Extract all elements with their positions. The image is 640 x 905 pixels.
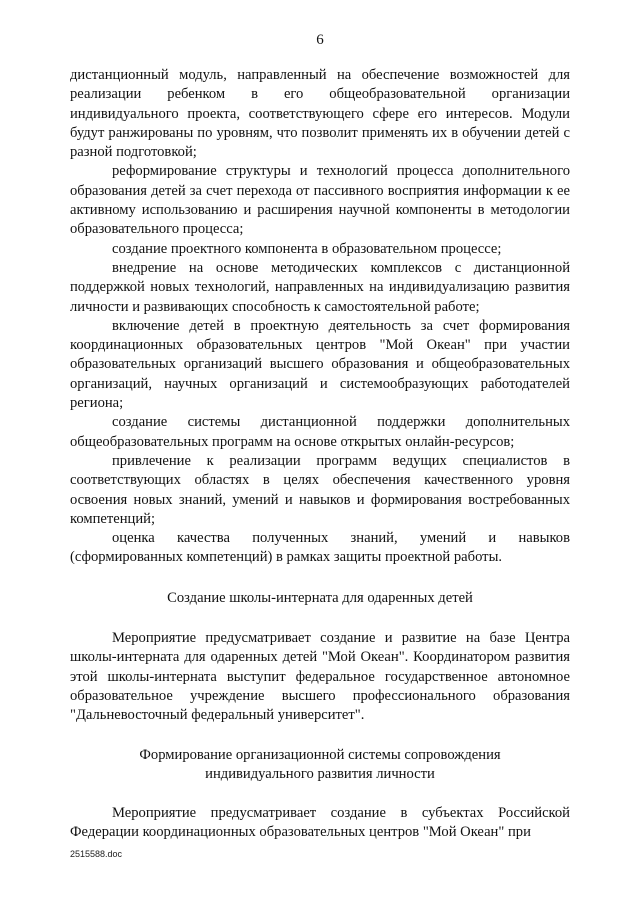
file-name-footer: 2515588.doc — [70, 849, 123, 859]
document-body — [70, 66, 570, 843]
page-number: 6 — [316, 32, 324, 48]
paragraph: Мероприятие предусматривает создание в субъектах Российской Федерации координационных образовательных центров "Мой Океан" при — [70, 805, 570, 841]
paragraph: включение детей в проектную деятельность за счет формирования координационных образовательных центров "Мой Океан" при участии образовательных организаций высшего образования и общеобразовательных организаций, научных организаций и системообразующих работодателей региона; — [70, 317, 570, 412]
section-heading: Создание школы-интерната для одаренных детей — [167, 589, 473, 606]
paragraph: дистанционный модуль, направленный на обеспечение возможностей для реализации ребенком в его общеобразовательной организации индивидуального проекта, соответствующего сфере его интересов. Модули будут ранжированы по уровням, что позволит применять их в обучении детей с разной подготовкой; — [70, 67, 570, 161]
paragraph: оценка качества полученных знаний, умений и навыков (сформированных компетенций) в рамках защиты проектной работы. — [70, 530, 570, 566]
paragraph: создание проектного компонента в образовательном процессе; — [112, 240, 502, 257]
paragraph: реформирование структуры и технологий процесса дополнительного образования детей за счет перехода от пассивного восприятия информации к ее активному использованию и расширения научной компоненты в методологии образовательного процесса; — [70, 163, 570, 238]
paragraph: привлечение к реализации программ ведущих специалистов в соответствующих областях в целях обеспечения качественного уровня освоения новых знаний, умений и навыков и формирования востребованных компетенций; — [70, 452, 570, 527]
section-heading-line: Формирование организационной системы сопровождения — [139, 746, 501, 763]
paragraph: Мероприятие предусматривает создание и развитие на базе Центра школы-интерната для одаренных детей "Мой Океан". Координатором развития этой школы-интерната выступит федеральное государственное автономное образовательное учреждение высшего профессионального образования "Дальневосточный федеральный университет". — [70, 630, 570, 724]
section-heading-line: индивидуального развития личности — [205, 765, 435, 782]
section-heading — [70, 746, 570, 785]
paragraph: внедрение на основе методических комплексов с дистанционной поддержкой новых технологий, направленных на индивидуализацию развития личности и развивающих способность к самостоятельной работе; — [70, 259, 570, 315]
paragraph: создание системы дистанционной поддержки дополнительных общеобразовательных программ на основе открытых онлайн-ресурсов; — [70, 414, 570, 450]
